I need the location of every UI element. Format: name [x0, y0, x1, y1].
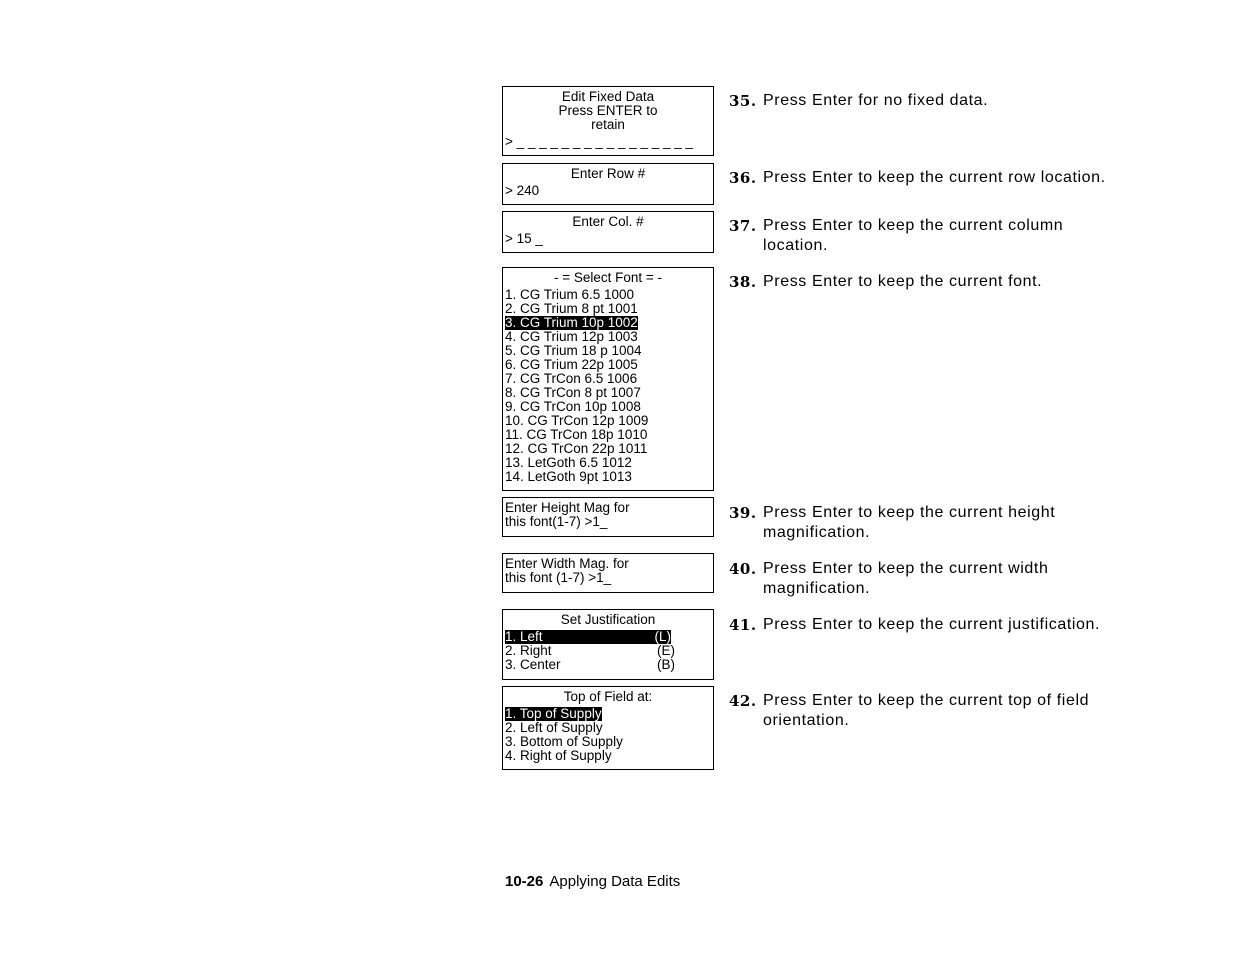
step-text: Press Enter to keep the current row location. [763, 169, 1106, 186]
screen-edit-fixed-data [502, 86, 714, 156]
step-text: Press Enter for no fixed data. [763, 92, 989, 109]
font-item: 7. CG TrCon 6.5 1006 [505, 371, 638, 386]
justification-item [505, 658, 675, 672]
step-38 [729, 272, 1169, 292]
screen-title: Top of Field at: [563, 689, 653, 704]
font-item: 2. CG Trium 8 pt 1001 [505, 301, 638, 316]
step-text: Press Enter to keep the current justification. [763, 616, 1101, 633]
font-item: 14. LetGoth 9pt 1013 [505, 469, 632, 484]
step-text: Press Enter to keep the current width magnification. [763, 560, 1049, 597]
step-text: Press Enter to keep the current column location. [763, 217, 1064, 254]
font-item: 10. CG TrCon 12p 1009 [505, 413, 649, 428]
step-41 [729, 615, 1169, 635]
step-40 [729, 559, 1129, 599]
top-of-field-item-selected: 1. Top of Supply [505, 706, 602, 721]
step-number: 41. [729, 616, 757, 634]
top-of-field-item: 2. Left of Supply [505, 720, 603, 735]
justification-code: (L) [654, 629, 671, 644]
section-title: Applying Data Edits [549, 873, 681, 890]
justification-label: 3. Center [505, 657, 561, 672]
screen-line: Edit Fixed Data [561, 89, 655, 104]
font-item: 4. CG Trium 12p 1003 [505, 329, 638, 344]
font-list [505, 288, 711, 484]
screen-title: Set Justification [560, 612, 656, 627]
screen-title: Enter Col. # [572, 214, 644, 229]
step-36 [729, 168, 1169, 188]
screen-title: - = Select Font = - [553, 270, 663, 285]
step-42 [729, 691, 1159, 731]
step-number: 40. [729, 560, 757, 578]
top-of-field-list [505, 707, 711, 763]
font-item: 6. CG Trium 22p 1005 [505, 357, 638, 372]
top-of-field-item: 4. Right of Supply [505, 748, 612, 763]
font-item: 11. CG TrCon 18p 1010 [505, 427, 648, 442]
step-number: 37. [729, 217, 757, 235]
step-number: 38. [729, 273, 757, 291]
step-text: Press Enter to keep the current top of field orientation. [763, 692, 1090, 729]
step-35 [729, 91, 1169, 111]
screen-select-font [502, 267, 714, 491]
width-input: this font (1-7) >1_ [505, 570, 612, 585]
screen-enter-row [502, 163, 714, 205]
justification-list [505, 630, 711, 672]
screen-justification [502, 609, 714, 680]
screen-line: retain [591, 117, 625, 132]
screen-width-mag [502, 553, 714, 593]
page-number: 10-26 [505, 873, 544, 890]
font-item: 13. LetGoth 6.5 1012 [505, 455, 632, 470]
font-item: 5. CG Trium 18 p 1004 [505, 343, 642, 358]
font-item: 9. CG TrCon 10p 1008 [505, 399, 641, 414]
top-of-field-item: 3. Bottom of Supply [505, 734, 623, 749]
screen-title: Enter Row # [570, 166, 646, 181]
screen-line: Enter Height Mag for [505, 500, 630, 515]
screen-line: Enter Width Mag. for [505, 556, 629, 571]
fixed-data-input: > _ _ _ _ _ _ _ _ _ _ _ _ _ _ _ _ [505, 134, 694, 149]
justification-label: 2. Right [505, 643, 552, 658]
step-number: 42. [729, 692, 757, 710]
font-item: 8. CG TrCon 8 pt 1007 [505, 385, 641, 400]
justification-label: 1. Left [505, 629, 543, 644]
step-39 [729, 503, 1129, 543]
screen-line: Press ENTER to [558, 103, 658, 118]
step-number: 39. [729, 504, 757, 522]
justification-item-selected [505, 630, 671, 644]
justification-code: (E) [657, 643, 675, 658]
screen-top-of-field [502, 686, 714, 770]
font-item: 12. CG TrCon 22p 1011 [505, 441, 648, 456]
justification-item [505, 644, 675, 658]
step-text: Press Enter to keep the current font. [763, 273, 1043, 290]
font-item-selected: 3. CG Trium 10p 1002 [505, 315, 638, 330]
screen-height-mag [502, 497, 714, 537]
row-input: > 240 [505, 183, 540, 198]
step-37 [729, 216, 1129, 256]
font-item: 1. CG Trium 6.5 1000 [505, 287, 635, 302]
step-number: 36. [729, 169, 757, 187]
step-number: 35. [729, 92, 757, 110]
page-footer [505, 873, 680, 890]
height-input: this font(1-7) >1_ [505, 514, 608, 529]
justification-code: (B) [657, 657, 675, 672]
col-input: > 15 _ [505, 231, 543, 246]
screen-enter-col [502, 211, 714, 253]
step-text: Press Enter to keep the current height magnification. [763, 504, 1056, 541]
